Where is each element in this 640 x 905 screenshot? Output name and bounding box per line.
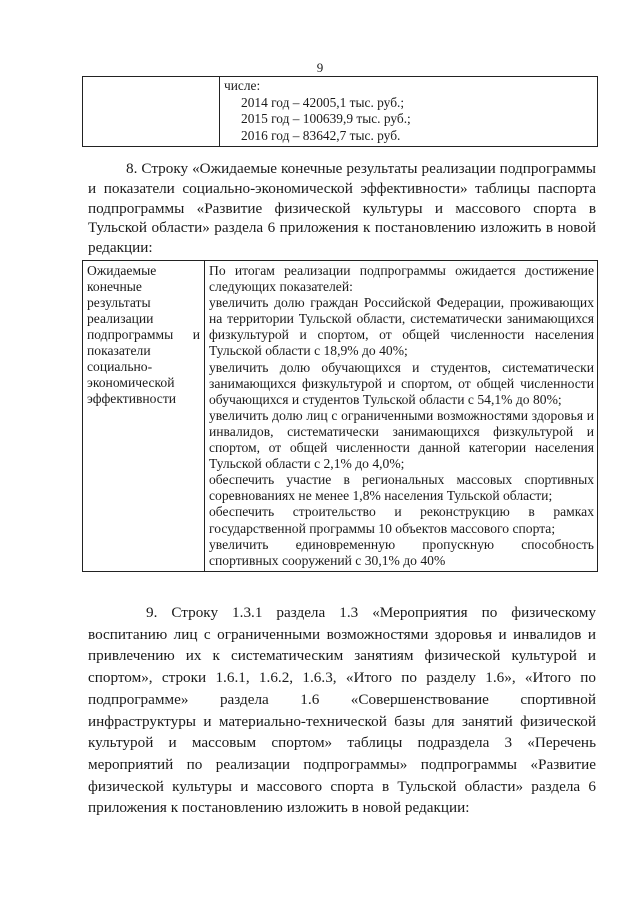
funding-line-2015: 2015 год – 100639,9 тыс. руб.; xyxy=(241,111,411,126)
results-table xyxy=(82,260,598,572)
results-intro: По итогам реализации подпрограммы ожидается достижение следующих показателей: xyxy=(209,263,594,295)
paragraph-8-text: Строку «Ожидаемые конечные результаты реализации подпрограммы и показатели социально-экономической эффективности» таблицы паспорта подпрограммы «Развитие физической культуры и массового спорта в Тульской области» раздела 6 приложения к постановлению изложить в новой редакции: xyxy=(88,160,597,257)
empty-label-cell xyxy=(83,77,220,147)
results-item-3: увеличить долю лиц с ограниченными возможностями здоровья и инвалидов, систематически занимающихся физкультурой и спортом, от общей численности данной категории населения Тульской области с 2,1% до 4,0%; xyxy=(209,407,594,472)
results-item-2: увеличить долю обучающихся и студентов, систематически занимающихся физкультурой и спортом, от общей численности обучающихся и студентов Тульской области с 54,1% до 80%; xyxy=(209,359,594,407)
paragraph-8-number: 8. xyxy=(126,160,138,177)
table-row xyxy=(83,261,598,572)
funding-line-2016: 2016 год – 83642,7 тыс. руб. xyxy=(241,127,401,143)
page-number: 9 xyxy=(316,60,324,75)
funding-line-2014: 2014 год – 42005,1 тыс. руб.; xyxy=(241,94,405,110)
funding-cell xyxy=(220,77,598,147)
results-item-6: увеличить единовременную пропускную способность спортивных сооружений с 30,1% до 40% xyxy=(209,536,594,568)
paragraph-9: 9. Строку 1.3.1 раздела 1.3 «Мероприятия по физическому воспитанию лиц с ограниченными возможностями здоровья и инвалидов и привлечению их к систематическим занятиям физической культурой и спортом», строки 1.6.1, 1.6.2, 1.6.3, «Итого по разделу 1.6», «Итого по подпрограмме» раздела 1.6 «Совершенствование спортивной инфраструктуры и материально-технической базы для занятий физической культурой и массовым спортом» таблицы подраздела 3 «Перечень мероприятий по реализации подпрограммы» подпрограммы «Развитие физической культуры и массового спорта в Тульской области» раздела 6 приложения к постановлению изложить в новой редакции: xyxy=(88,604,596,817)
paragraph-8 xyxy=(88,159,596,258)
funding-line-intro: числе: xyxy=(224,78,261,93)
table-row xyxy=(83,77,598,147)
results-item-4: обеспечить участие в региональных массовых спортивных соревнованиях не менее 1,8% населения Тульской области; xyxy=(209,472,594,504)
results-content-cell xyxy=(205,261,598,572)
results-label-cell: Ожидаемые конечные результаты реализации подпрограммы и показатели социально-экономической эффективности xyxy=(83,261,205,572)
results-item-1: увеличить долю граждан Российской Федерации, проживающих на территории Тульской области, систематически занимающихся физкультурой и спортом, от общей численности населения Тульской области с 18,9% до 40%; xyxy=(209,295,594,359)
funding-table-continuation xyxy=(82,76,598,147)
results-item-5: обеспечить строительство и реконструкцию в рамках государственной программы 10 объектов массового спорта; xyxy=(209,504,594,536)
